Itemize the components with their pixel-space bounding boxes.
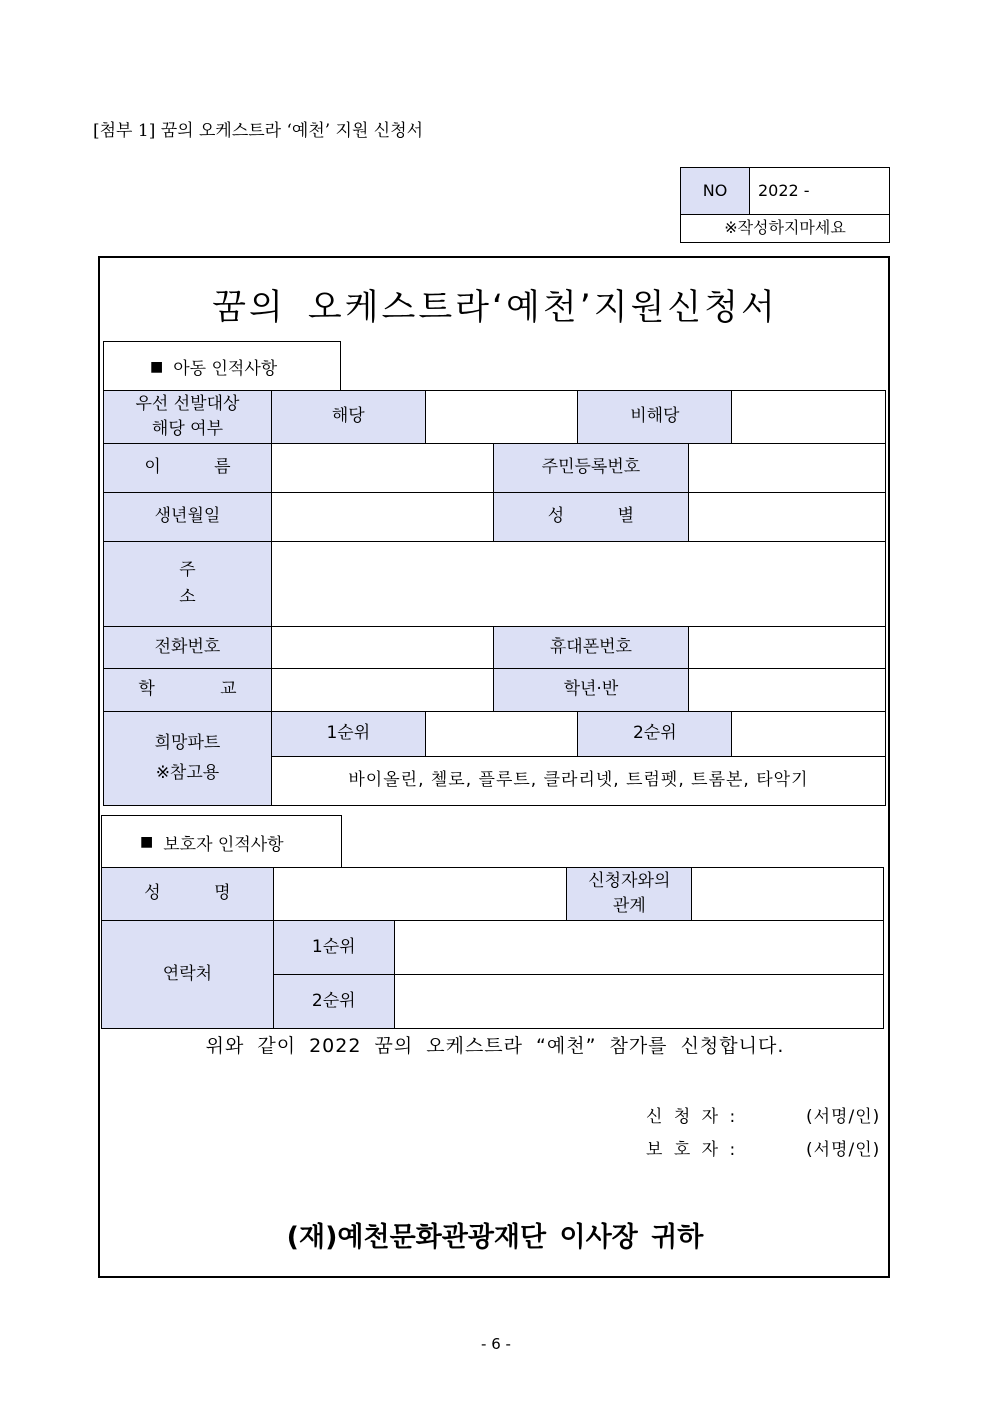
first-choice-label: 1순위 — [271, 712, 425, 757]
contact-second-label: 2순위 — [273, 975, 394, 1029]
guardian-name-input[interactable] — [273, 868, 567, 921]
second-choice-input[interactable] — [732, 712, 886, 757]
applicant-sign-label: 신 청 자 : — [646, 1107, 739, 1127]
part-label-line1: 희망파트 — [154, 732, 221, 753]
child-info-table — [103, 390, 886, 806]
name-label: 이 름 — [104, 444, 272, 493]
birthdate-label: 생년월일 — [104, 493, 272, 542]
no-note: ※작성하지마세요 — [681, 215, 890, 243]
page-number: - 6 - — [481, 1335, 511, 1353]
child-section-header — [103, 341, 341, 391]
part-label — [104, 712, 272, 806]
applicant-sign-mark: (서명/인) — [806, 1107, 881, 1127]
contact-second-input[interactable] — [394, 975, 883, 1029]
guardian-sign-label: 보 호 자 : — [646, 1140, 739, 1160]
relation-label-line2: 관계 — [612, 896, 646, 916]
guardian-info-table — [101, 867, 884, 1029]
guardian-sign-mark: (서명/인) — [806, 1140, 881, 1160]
address-input[interactable] — [271, 542, 885, 627]
registration-number-box — [680, 167, 890, 243]
black-square-icon: ■ — [140, 834, 154, 850]
resident-no-input[interactable] — [689, 444, 886, 493]
guardian-section-title: 보호자 인적사항 — [163, 834, 284, 855]
black-square-icon: ■ — [150, 358, 164, 375]
address-label: 주 소 — [104, 542, 272, 627]
phone-label: 전화번호 — [104, 627, 272, 669]
second-choice-label: 2순위 — [578, 712, 732, 757]
priority-label-line1: 우선 선발대상 — [135, 394, 240, 415]
applicable-input[interactable] — [425, 391, 578, 444]
first-choice-input[interactable] — [425, 712, 578, 757]
guardian-name-label: 성 명 — [102, 868, 274, 921]
birthdate-input[interactable] — [271, 493, 493, 542]
child-section-title: 아동 인적사항 — [173, 359, 278, 379]
applicable-label: 해당 — [271, 391, 425, 444]
guardian-section-header — [101, 815, 342, 868]
contact-label: 연락처 — [102, 921, 274, 1029]
no-value: 2022 - — [750, 168, 890, 215]
instrument-list: 바이올린, 첼로, 플루트, 클라리넷, 트럼펫, 트롬본, 타악기 — [271, 757, 885, 806]
relation-label-line1: 신청자와의 — [588, 871, 671, 892]
part-label-line2: ※참고용 — [155, 762, 220, 783]
not-applicable-input[interactable] — [732, 391, 886, 444]
school-label: 학 교 — [104, 669, 272, 712]
gender-label: 성 별 — [493, 493, 689, 542]
attachment-title: [첨부 1] 꿈의 오케스트라 ‘예천’ 지원 신청서 — [93, 121, 424, 141]
relation-label — [567, 868, 692, 921]
recipient-line: (재)예천문화관광재단 이사장 귀하 — [286, 1222, 704, 1253]
grade-class-label: 학년·반 — [493, 669, 689, 712]
form-title: 꿈의 오케스트라‘예천’지원신청서 — [212, 288, 778, 328]
priority-label-line2: 해당 여부 — [151, 419, 223, 439]
contact-first-input[interactable] — [394, 921, 883, 975]
not-applicable-label: 비해당 — [578, 391, 732, 444]
no-label: NO — [681, 168, 750, 215]
priority-label — [104, 391, 272, 444]
resident-no-label: 주민등록번호 — [493, 444, 689, 493]
mobile-input[interactable] — [689, 627, 886, 669]
grade-class-input[interactable] — [689, 669, 886, 712]
declaration-text: 위와 같이 2022 꿈의 오케스트라 “예천” 참가를 신청합니다. — [205, 1035, 785, 1057]
phone-input[interactable] — [271, 627, 493, 669]
contact-first-label: 1순위 — [273, 921, 394, 975]
mobile-label: 휴대폰번호 — [493, 627, 689, 669]
relation-input[interactable] — [692, 868, 884, 921]
name-input[interactable] — [271, 444, 493, 493]
school-input[interactable] — [271, 669, 493, 712]
gender-input[interactable] — [689, 493, 886, 542]
